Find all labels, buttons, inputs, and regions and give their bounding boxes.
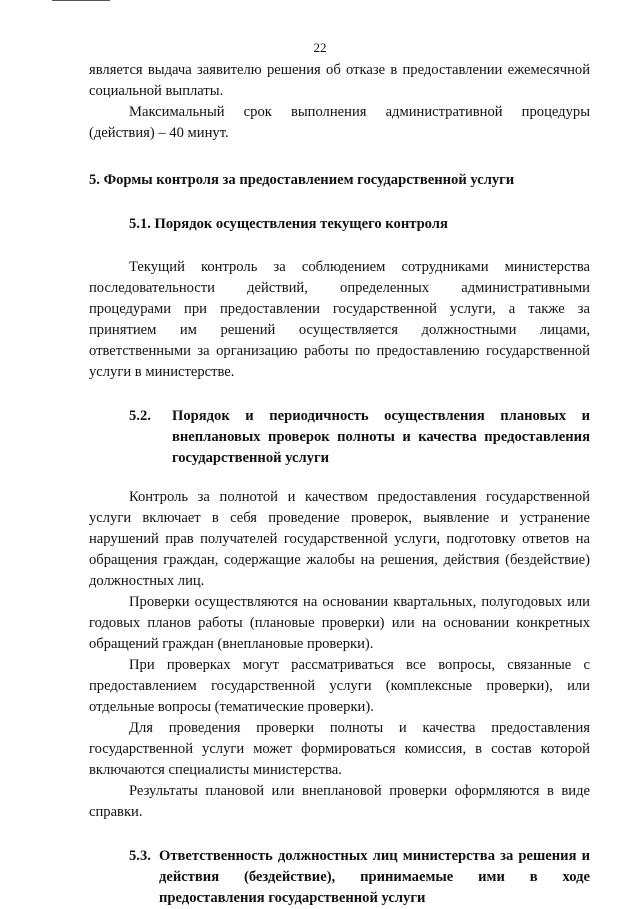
paragraph-commission: Для проведения проверки полноты и качества предоставления государственной услуги может формироваться комиссия, в состав которой включаются специалисты министерства. [89,720,590,778]
paragraph-outcome: является выдача заявителю решения об отказе в предоставлении ежемесячной социальной выплаты. [89,62,590,99]
paragraph-max-time: Максимальный срок выполнения административной процедуры (действия) – 40 минут. [89,104,590,141]
section-5-2-heading [89,406,590,469]
top-rule [52,0,110,1]
section-5-3-heading [89,846,590,909]
section-5-2-title: Порядок и периодичность осуществления плановых и внеплановых проверок полноты и качества предоставления государственной услуги [172,408,590,466]
section-5-3-number: 5.3. [129,848,151,864]
section-5-heading: 5. Формы контроля за предоставлением государственной услуги [89,172,515,188]
paragraph-inspection-questions: При проверках могут рассматриваться все вопросы, связанные с предоставлением государственной услуги (комплексные проверки), или отдельные вопросы (тематические проверки). [89,657,590,715]
document-body [89,60,590,909]
section-5-2-number: 5.2. [129,408,151,424]
page-number: 22 [313,40,327,55]
paragraph-results: Результаты плановой или внеплановой проверки оформляются в виде справки. [89,783,590,820]
paragraph-current-control: Текущий контроль за соблюдением сотрудниками министерства последовательности действий, определенных административными процедурами при предоставлении государственной услуги, а также за принятием им решений осуществляется должностными лицами, ответственными за организацию работы по предоставлению государственной услуги в министерстве. [89,259,590,380]
section-5-1-heading: 5.1. Порядок осуществления текущего контроля [129,216,448,232]
paragraph-control-scope: Контроль за полнотой и качеством предоставления государственной услуги включает в себя проведение проверок, выявление и устранение нарушений прав получателей государственной услуги, подготовку ответов на обращения граждан, содержащие жалобы на решения, действия (бездействие) должностных лиц. [89,489,590,589]
section-5-3-title: Ответственность должностных лиц министерства за решения и действия (бездействие), принимаемые ими в ходе предоставления государственной услуги [159,848,590,906]
paragraph-inspection-basis: Проверки осуществляются на основании квартальных, полугодовых или годовых планов работы (плановые проверки) или на основании конкретных обращений граждан (внеплановые проверки). [89,594,590,652]
